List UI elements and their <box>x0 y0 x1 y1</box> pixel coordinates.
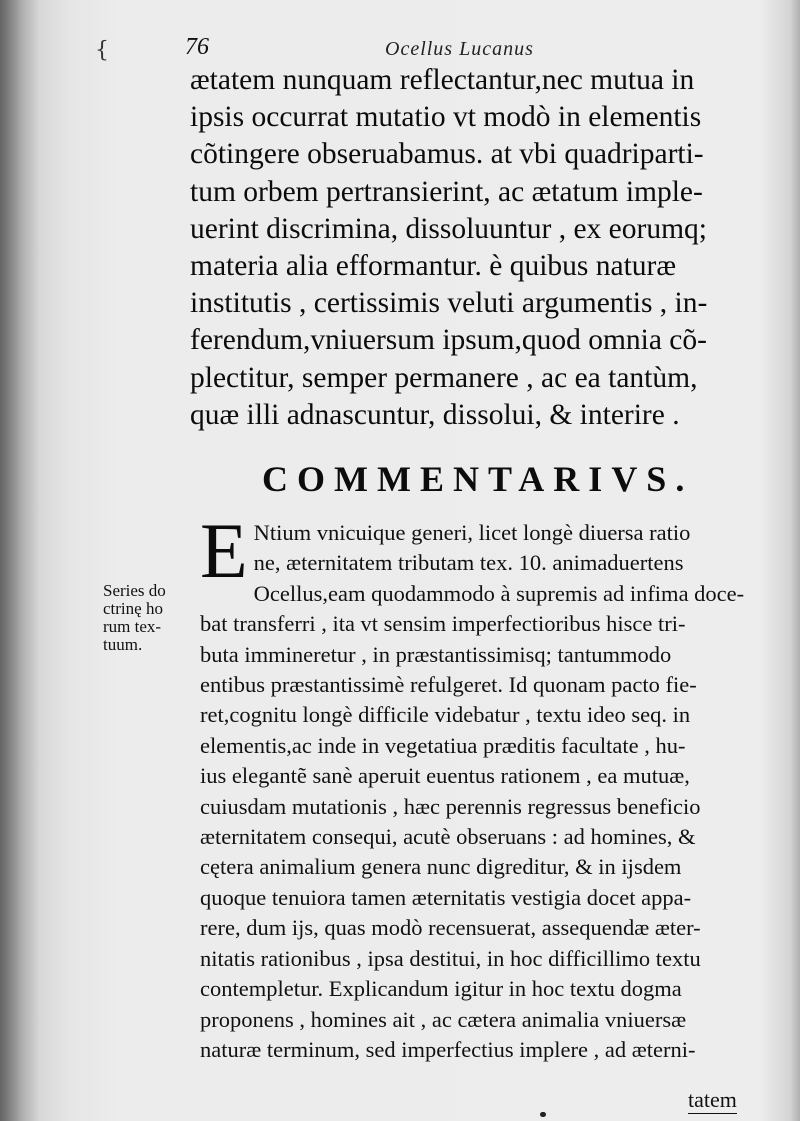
commentary-line: cuiusdam mutationis , hæc perennis regressus beneficio <box>200 793 701 819</box>
section-heading: COMMENTARIVS. <box>262 459 694 499</box>
main-text-line: ipsis occurrat mutatio vt modò in elementis <box>190 101 702 134</box>
main-text-line: cõtingere obseruabamus. at vbi quadriparti- <box>190 138 704 171</box>
running-head: Ocellus Lucanus <box>385 38 534 60</box>
commentary-block <box>200 507 780 1065</box>
commentary-line: Ocellus,eam quodammodo à supremis ad infima doce- <box>253 580 745 606</box>
gutter-shadow <box>0 0 40 1121</box>
main-text-line: plectitur, semper permanere , ac ea tantùm, <box>190 361 698 394</box>
commentary-line: contempletur. Explicandum igitur in hoc textu dogma <box>200 976 682 1002</box>
commentary-line: quoque tenuiora tamen æternitatis vestigia docet appa- <box>200 884 692 910</box>
marginal-note-line: tuum. <box>103 635 143 654</box>
catchword: tatem <box>688 1087 737 1112</box>
commentary-line: ret,cognitu longè difficile videbatur , textu ideo seq. in <box>200 702 691 728</box>
drop-cap: E <box>200 507 248 594</box>
commentary-line: ne, æternitatem tributam tex. 10. animaduertens <box>253 550 684 576</box>
main-text-line: tum orbem pertransierint, ac ætatum imple- <box>190 175 703 208</box>
commentary-line: elementis,ac inde in vegetatiua præditis facultate , hu- <box>200 732 686 758</box>
main-text-line: quæ illi adnascuntur, dissolui, & interire . <box>190 398 680 431</box>
main-text-block <box>190 62 765 434</box>
commentary-line: cętera animalium genera nunc digreditur, & in ijsdem <box>200 854 682 880</box>
marginal-note-line: Series do <box>103 581 166 600</box>
commentary-line: entibus præstantissimè refulgeret. Id quonam pacto fie- <box>200 672 697 698</box>
page-number: 76 <box>185 34 209 60</box>
commentary-line: ius elegantẽ sanè aperuit euentus rationem , ea mutuæ, <box>200 763 690 789</box>
commentary-line: æternitatem consequi, acutè obseruans : ad homines, & <box>200 824 696 850</box>
marginal-note-line: ctrinę ho <box>103 599 163 618</box>
main-text-line: ætatem nunquam reflectantur,nec mutua in <box>190 64 695 96</box>
commentary-line: bat transferri , ita vt sensim imperfectioribus hisce tri- <box>200 611 686 637</box>
commentary-line: naturæ terminum, sed imperfectius implere , ad æterni- <box>200 1036 696 1062</box>
main-text-line: materia alia efformantur. è quibus naturæ <box>190 250 677 283</box>
marginal-note-line: rum tex- <box>103 617 162 636</box>
main-text-line: ferendum,vniuersum ipsum,quod omnia cõ- <box>190 324 707 357</box>
margin-bracket-mark: { <box>95 38 109 63</box>
commentary-line: Ntium vnicuique generi, licet longè diuersa ratio <box>253 520 691 545</box>
commentary-line: buta immineretur , in præstantissimisq; tantummodo <box>200 641 672 667</box>
marginal-note <box>103 582 183 654</box>
commentary-line: nitatis rationibus , ipsa destitui, in hoc difficillimo textu <box>200 945 701 971</box>
main-text-line: uerint discrimina, dissoluuntur , ex eorumq; <box>190 212 707 245</box>
main-text-line: institutis , certissimis veluti argumentis , in- <box>190 287 708 320</box>
ink-dot <box>540 1112 546 1117</box>
commentary-line: proponens , homines ait , ac cætera animalia vniuersæ <box>200 1006 687 1032</box>
commentary-line: rere, dum ijs, quas modò recensuerat, assequendæ æter- <box>200 915 701 941</box>
